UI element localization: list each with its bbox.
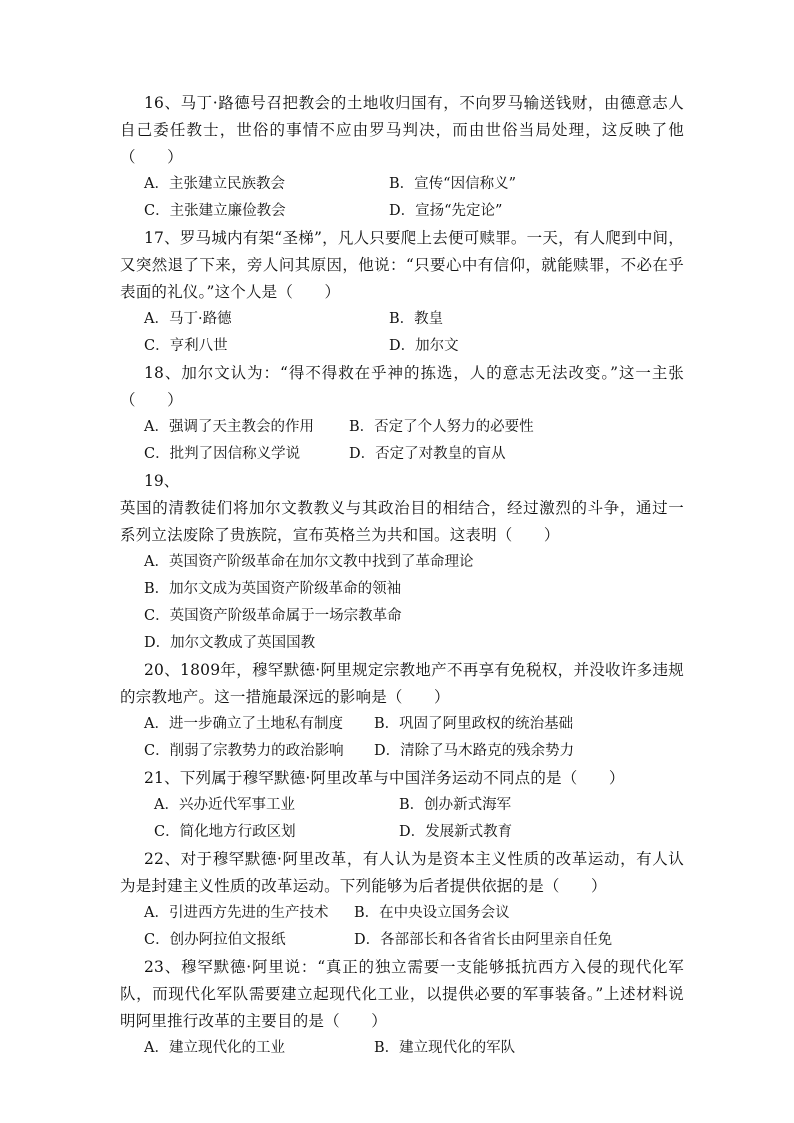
question-21-options [120, 792, 684, 846]
question-16-stem: 16、马丁·路德号召把教会的土地收归国有，不向罗马输送钱财，由德意志人自己委任教士，世俗的事情不应由罗马判决，而由世俗当局处理，这反映了他（ ） [120, 94, 684, 166]
option-d: D．清除了马木路克的残余势力 [374, 743, 575, 759]
question-22-stem: 22、对于穆罕默德·阿里改革，有人认为是资本主义性质的改革运动，有人认为是封建主义性质的改革运动。下列能够为后者提供依据的是（ ） [120, 850, 684, 895]
option-c: C．创办阿拉伯文报纸 [144, 932, 286, 948]
option-b: B．巩固了阿里政权的统治基础 [374, 716, 574, 732]
question-23-options [120, 1035, 684, 1062]
option-a: A．马丁·路德 [144, 311, 232, 327]
option-c: C．批判了因信称义学说 [144, 446, 301, 462]
question-18-options [120, 414, 684, 468]
option-a: A．建立现代化的工业 [144, 1040, 285, 1056]
question-18-stem: 18、加尔文认为：“得不得救在乎神的拣选，人的意志无法改变。”这一主张（ ） [120, 364, 684, 409]
question-16-options [120, 171, 684, 225]
option-c: C．主张建立廉俭教会 [144, 203, 286, 219]
question-17-options [120, 306, 684, 360]
option-a: A．主张建立民族教会 [144, 176, 285, 192]
option-c: C．英国资产阶级革命属于一场宗教革命 [144, 608, 402, 624]
question-19-number: 19、 [144, 472, 180, 490]
option-b: B．否定了个人努力的必要性 [349, 419, 534, 435]
option-d: D．加尔文 [389, 338, 459, 354]
option-a: A．强调了天主教会的作用 [144, 419, 314, 435]
option-d: D．加尔文教成了英国国教 [144, 635, 316, 651]
question-23 [120, 954, 684, 1062]
question-16 [120, 90, 684, 225]
option-c: C．削弱了宗教势力的政治影响 [144, 743, 344, 759]
question-17-stem: 17、罗马城内有架“圣梯”，凡人只要爬上去便可赎罪。一天，有人爬到中间，又突然退了下来，旁人问其原因，他说：“只要心中有信仰，就能赎罪，不必在乎表面的礼仪。”这个人是（ ） [120, 229, 684, 301]
question-17 [120, 225, 684, 360]
option-a: A．进一步确立了土地私有制度 [144, 716, 343, 732]
option-d: D．各部部长和各省省长由阿里亲自任免 [354, 932, 613, 948]
question-21-stem: 21、下列属于穆罕默德·阿里改革与中国洋务运动不同点的是（ ） [144, 769, 625, 787]
question-20 [120, 657, 684, 765]
question-22 [120, 846, 684, 954]
option-b: B．创办新式海军 [399, 797, 512, 813]
option-b: B．教皇 [389, 311, 444, 327]
question-18 [120, 360, 684, 468]
option-a: A．引进西方先进的生产技术 [144, 905, 329, 921]
option-c: C．亨利八世 [144, 338, 228, 354]
question-20-options [120, 711, 684, 765]
question-21 [120, 765, 684, 846]
option-b: B．加尔文成为英国资产阶级革命的领袖 [144, 581, 402, 597]
option-d: D．发展新式教育 [399, 824, 513, 840]
option-b: B．在中央设立国务会议 [354, 905, 510, 921]
option-a: A．兴办近代军事工业 [154, 797, 295, 813]
option-b: B．宣传“因信称义” [389, 176, 516, 192]
question-19 [120, 468, 684, 657]
question-20-stem: 20、1809年，穆罕默德·阿里规定宗教地产不再享有免税权，并没收许多违规的宗教地产。这一措施最深远的影响是（ ） [120, 661, 684, 706]
option-c: C．简化地方行政区划 [154, 824, 296, 840]
question-19-stem: 英国的清教徒们将加尔文教教义与其政治目的相结合，经过激烈的斗争，通过一系列立法废除了贵族院，宣布英格兰为共和国。这表明（ ） [120, 499, 684, 544]
question-23-stem: 23、穆罕默德·阿里说：“真正的独立需要一支能够抵抗西方入侵的现代化军队，而现代化军队需要建立起现代化工业，以提供必要的军事装备。”上述材料说明阿里推行改革的主要目的是（ ） [120, 958, 684, 1030]
question-22-options [120, 900, 684, 954]
question-19-options [120, 549, 684, 657]
option-a: A．英国资产阶级革命在加尔文教中找到了革命理论 [144, 554, 474, 570]
option-d: D．宣扬“先定论” [389, 203, 503, 219]
option-b: B．建立现代化的军队 [374, 1040, 516, 1056]
option-d: D．否定了对教皇的盲从 [349, 446, 506, 462]
